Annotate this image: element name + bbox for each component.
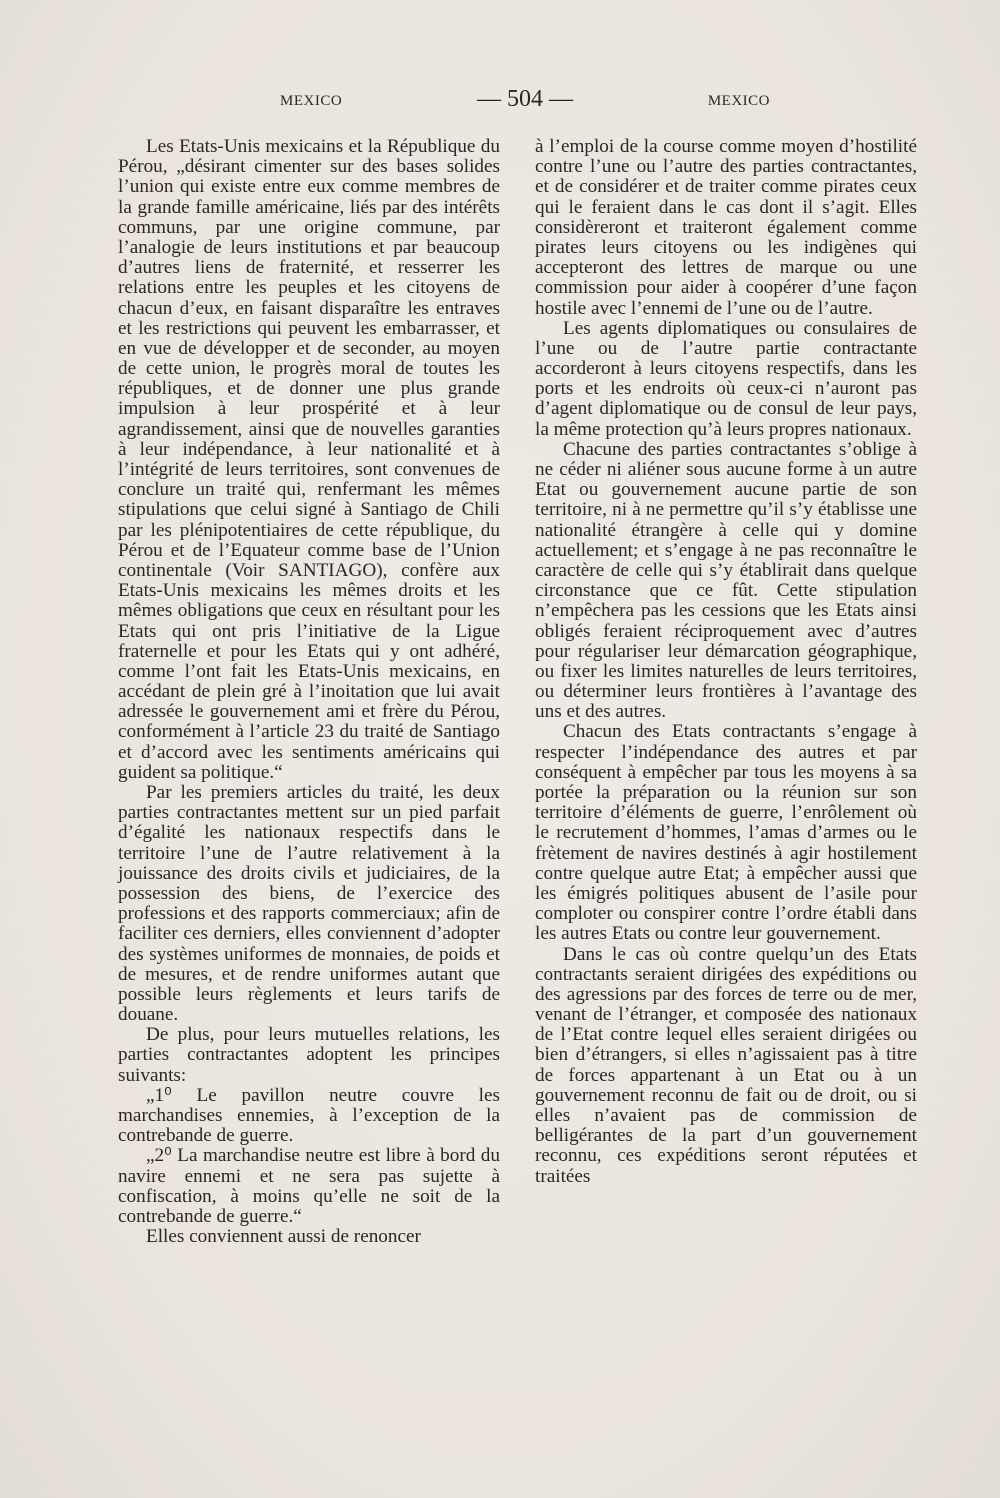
paragraph: à l’emploi de la course comme moyen d’hostilité contre l’une ou l’autre des parties contractantes, et de considérer et de traiter comme pirates ceux qui le feraient dans le cas dont il s’agit. Elles considèreront et traiteront également comme pirates leurs citoyens ou les indigènes qui accepteront des lettres de marque ou une commission pour aider à coopérer d’une façon hostile avec l’ennemi de l’une ou de l’autre. <box>535 136 917 319</box>
right-column <box>535 137 917 1187</box>
paragraph: Par les premiers articles du traité, les deux parties contractantes mettent sur un pied parfait d’égalité les nationaux respectifs dans le territoire l’une de l’autre relativement à la jouissance des droits civils et judiciaires, de la possession des biens, de l’exercice des professions et des rapports commerciaux; afin de faciliter ces derniers, elles conviennent d’adopter des systèmes uniformes de monnaies, de poids et de mesures, et de rendre uniformes autant que possible leurs règlements et leurs tarifs de douane. <box>118 782 500 1026</box>
paragraph: Elles conviennent aussi de renoncer <box>146 1226 421 1248</box>
paragraph: De plus, pour leurs mutuelles relations, les parties contractantes adoptent les principes suivants: <box>118 1024 500 1086</box>
paragraph: „1⁰ Le pavillon neutre couvre les marchandises ennemies, à l’exception de la contrebande de guerre. <box>118 1084 500 1147</box>
paragraph: Les agents diplomatiques ou consulaires de l’une ou de l’autre partie contractante accorderont à leurs citoyens respectifs, dans les ports et les endroits où ceux-ci n’auront pas d’agent diplomatique ou de consul de leur pays, la même protection qu’à leurs propres nationaux. <box>535 317 917 440</box>
page-number: — 504 — <box>477 86 573 112</box>
left-column <box>118 137 500 1247</box>
paragraph: Chacune des parties contractantes s’oblige à ne céder ni aliéner sous aucune forme à un autre Etat ou gouvernement aucune partie de son territoire, ni à ne permettre qu’il s’y établisse une nationalité étrangère à celle qui y domine actuellement; et s’engage à ne pas reconnaître le caractère de celle qui s’y établirait dans quelque circonstance que ce fût. Cette stipulation n’empêchera pas les cessions que les Etats ainsi obligés feraient réciproquement avec d’autres pour régulariser leur démarcation géographique, ou fixer les limites naturelles de leurs territoires, ou déterminer leurs frontières à l’avantage des uns et des autres. <box>535 438 917 723</box>
header-left-title: MEXICO <box>280 93 343 109</box>
paragraph: Chacun des Etats contractants s’engage à respecter l’indépendance des autres et par conséquent à empêcher par tous les moyens à sa portée la préparation ou la réunion sur son territoire d’éléments de guerre, l’enrôlement où le recrutement d’hommes, l’amas d’armes ou le frètement de navires destinés à agir hostilement contre quelque autre Etat; à empêcher aussi que les émigrés politiques abusent de l’asile pour comploter ou conspirer contre l’ordre établi dans les autres Etats ou contre leur gouvernement. <box>535 721 917 945</box>
paragraph: „2⁰ La marchandise neutre est libre à bord du navire ennemi et ne sera pas sujette à confiscation, à moins qu’elle ne soit de la contrebande de guerre.“ <box>118 1145 500 1227</box>
running-header <box>280 86 770 116</box>
paragraph: Dans le cas où contre quelqu’un des Etats contractants seraient dirigées des expéditions ou des agressions par des forces de terre ou de mer, venant de l’étranger, et composée des nationaux de l’Etat contre lequel elles seraient dirigées ou bien d’étrangers, si elles n’agissaient pas à titre de forces appartenant à un Etat ou à un gouvernement reconnu de fait ou de droit, ou si elles n’avaient pas de commission de belligérantes de la part d’un gouvernement reconnu, ces expéditions seront réputées et traitées <box>535 943 917 1187</box>
header-right-title: MEXICO <box>707 93 770 109</box>
paragraph: Les Etats-Unis mexicains et la République du Pérou, „désirant cimenter sur des bases solides l’union qui existe entre eux comme membres de la grande famille américaine, liés par des intérêts communs, par une origine commune, par l’analogie de leurs institutions et par beaucoup d’autres liens de fraternité, et resserrer les relations entre les peuples et les citoyens de chacun d’eux, en faisant disparaître les entraves et les restrictions qui peuvent les embarrasser, et en vue de développer et de seconder, au moyen de cette union, le progrès moral de toutes les républiques, et de donner une plus grande impulsion à leur prospérité et à leur agrandissement, ainsi que de nouvelles garanties à leur indépendance, à leur nationalité et à l’intégrité de leurs territoires, sont convenues de conclure un traité qui, renfermant les mêmes stipulations que celui signé à Santiago de Chili par les plénipotentiaires de cette république, du Pérou et de l’Equateur comme base de l’Union continentale (Voir SANTIAGO), confère aux Etats-Unis mexicains les mêmes droits et les mêmes obligations que ceux en résultant pour les Etats qui ont pris l’initiative de la Ligue fraternelle et pour les Etats qui y ont adhéré, comme l’ont fait les Etats-Unis mexicains, en accédant de plein gré à l’inoitation que lui avait adressée le gouvernement ami et frère du Pérou, conformément à l’article 23 du traité de Santiago et d’accord avec les sentiments américains qui guident sa politique.“ <box>118 136 500 783</box>
